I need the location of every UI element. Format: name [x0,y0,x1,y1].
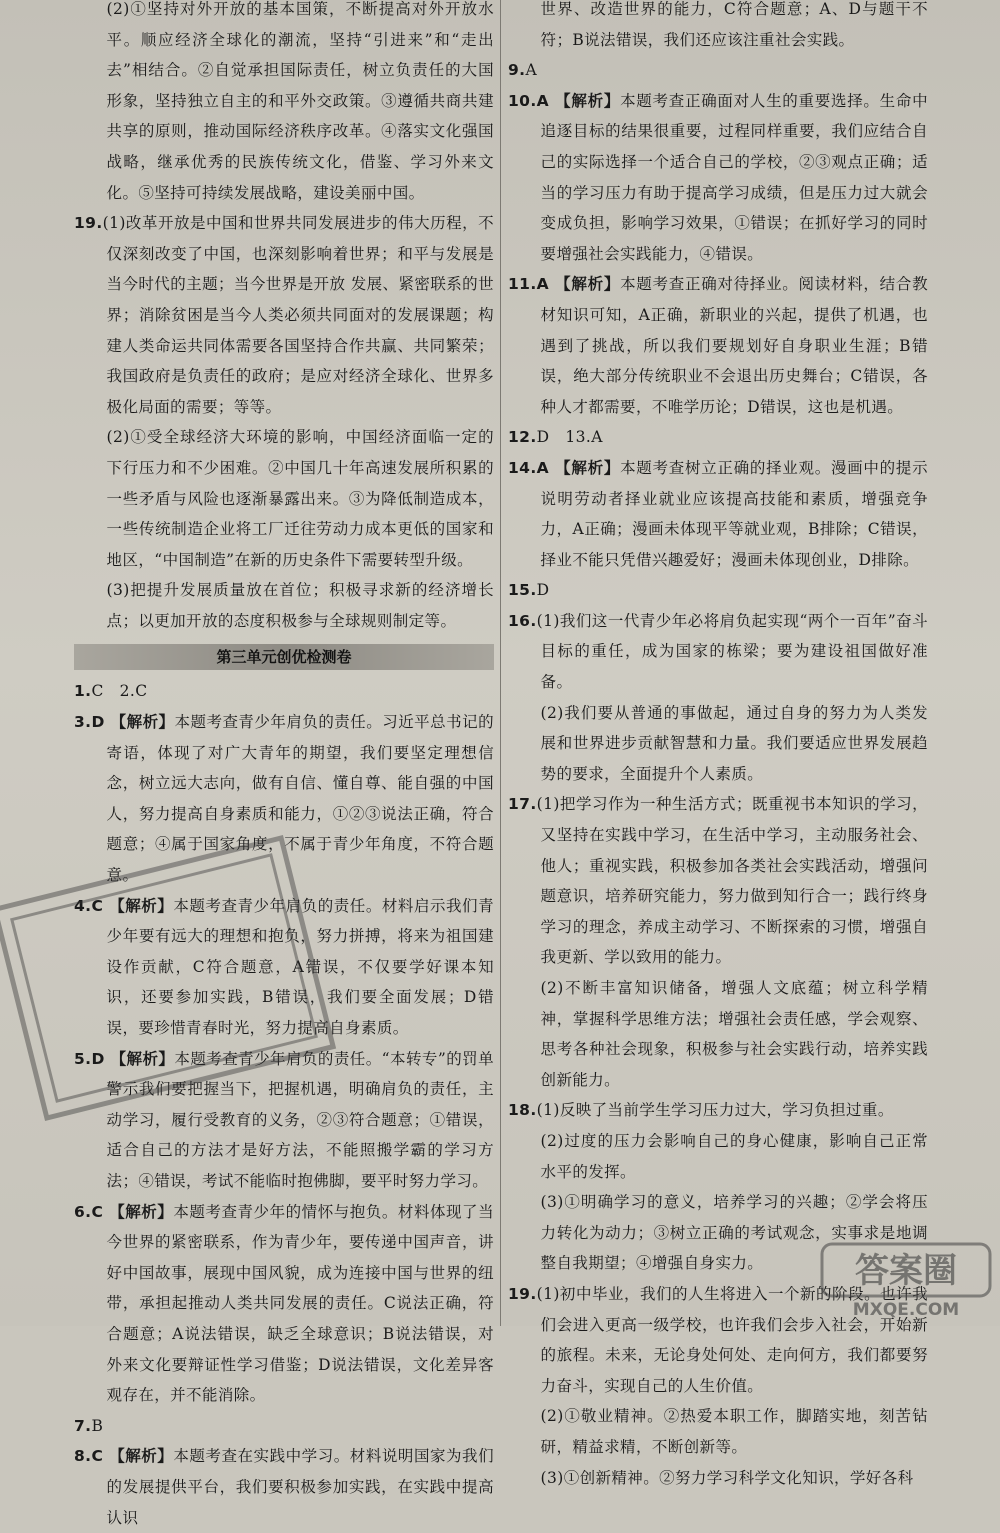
answer-item [74,1197,494,1411]
answer-item [508,422,928,453]
question-number: 5. [74,1049,92,1068]
watermark-subtext: MXQE.COM [852,1300,960,1320]
answer-text: 本题考查在实践中学习。材料说明国家为我们的发展提供平台，我们要积极参加实践，在实践中提高认识 [106,1447,494,1527]
answer-tag: A 【解析】 [536,458,621,477]
question-number: 8. [74,1447,92,1466]
question-number: 11. [508,275,537,294]
question-number: 19. [74,214,103,233]
answer-item [508,1095,928,1126]
left-column [74,0,494,1533]
answer-text: 本题考查青少年肩负的责任。材料启示我们青少年要有远大的理想和抱负，努力拼搏，将来为祖国建设作贡献，C符合题意，A错误，不仅要学好课本知识，还要参加实践，B错误，我们要全面发展；D错误，要珍惜青春时光，努力提高自身素质。 [106,896,494,1037]
answer-text: (2)①敬业精神。②热爱本职工作，脚踏实地，刻苦钻研，精益求精，不断创新等。 [540,1407,928,1456]
answer-item [508,55,928,86]
answer-text: (1)改革开放是中国和世界共同发展进步的伟大历程，不仅深刻改变了中国，也深刻影响着世界；和平与发展是当今时代的主题；当今世界是开放 发展、紧密联系的世界；消除贫困是当今人类必须共同面对的发展课题；构建人类命运共同体需要各国坚持合作共赢、共同繁荣；我国政府是负责任的政府；是应对经济全球化、世界多极化局面的需要；等等。 [102,214,494,416]
answer-item [508,269,928,422]
answer-text: 本题考查正确面对人生的重要选择。生命中追逐目标的结果很重要，过程同样重要，我们应结合自己的实际选择一个适合自己的学校，②③观点正确；适当的学习压力有助于提高学习成绩，但是压力过大就会变成负担，影响学习效果，①错误；在抓好学习的同时要增强社会实践能力，④错误。 [540,91,928,263]
answer-item [74,1411,494,1442]
answer-text: 本题考查青少年肩负的责任。“本转专”的罚单警示我们要把握当下，把握机遇，明确肩负的责任，主动学习，履行受教育的义务，②③符合题意；①错误，适合自己的方法才是好方法，不能照搬学霸的学习方法；④错误，考试不能临时抱佛脚，要平时努力学习。 [106,1049,494,1190]
question-number: 6. [74,1202,92,1221]
answer-item [508,1279,928,1401]
answer-item [508,1126,928,1187]
answer-item [74,208,494,422]
answer-text: 本题考查青少年的情怀与抱负。材料体现了当今世界的紧密联系，作为青少年，要传递中国声音，讲好中国故事，展现中国风貌，成为连接中国与世界的纽带，承担起推动人类共同发展的责任。C说法正确，符合题意；A说法错误，缺乏全球意识；B说法错误，对外来文化要辩证性学习借鉴；D说法错误，文化差异客观存在，并不能消除。 [106,1202,494,1405]
question-number: 16. [508,611,537,630]
answer-text: (2)我们要从普通的事做起，通过自身的努力为人类发展和世界进步贡献智慧和力量。我们要适应世界发展趋势的要求，全面提升个人素质。 [540,703,928,783]
answer-text: D 13.A [536,428,603,447]
question-number: 10. [508,91,537,110]
answer-item [74,676,494,707]
question-number: 14. [508,458,537,477]
answer-tag: C 【解析】 [91,1202,174,1221]
question-number: 7. [74,1416,92,1435]
answer-item [74,1441,494,1533]
answer-item [508,698,928,790]
answer-text: (2)①坚持对外开放的基本国策，不断提高对外开放水平。顺应经济全球化的潮流，坚持“引进来”和“走出去”相结合。②自觉承担国际责任，树立负责任的大国形象，坚持独立自主的和平外交政策。③遵循共商共建共享的原则，推动国际经济秩序改革。④落实文化强国战略，继承优秀的民族传统文化，借鉴、学习外来文化。⑤坚持可持续发展战略，建设美丽中国。 [106,0,494,202]
answer-tag: C 【解析】 [91,896,174,915]
question-number: 4. [74,896,92,915]
answer-item [508,1187,928,1279]
answer-item [508,0,928,55]
answer-text: (3)①创新精神。②努力学习科学文化知识，学好各科 [540,1468,914,1487]
answer-tag: A 【解析】 [536,275,621,294]
answer-tag: D 【解析】 [91,1049,175,1068]
answer-item [508,606,928,698]
answer-text: D [536,581,550,600]
question-number: 12. [508,428,537,447]
answer-text: A [525,61,538,80]
right-column [508,0,928,1493]
question-number: 9. [508,61,526,80]
answer-item [74,1044,494,1197]
answer-item [74,891,494,1044]
answer-text: B [91,1416,104,1435]
question-number: 18. [508,1101,537,1120]
question-number: 17. [508,795,537,814]
answer-item [74,0,494,208]
watermark-text: 答案圈 [855,1251,957,1291]
answer-text: C 2.C [91,682,148,701]
answer-item [508,789,928,973]
answer-item [508,453,928,575]
answer-text: (1)反映了当前学生学习压力过大，学习负担过重。 [536,1101,894,1120]
answer-item [508,1463,928,1494]
answer-tag: C 【解析】 [91,1447,174,1466]
answer-text: 世界、改造世界的能力，C符合题意；A、D与题干不符；B说法错误，我们还应该注重社会实践。 [540,0,928,49]
answer-text: (3)把提升发展质量放在首位；积极寻求新的经济增长点；以更加开放的态度积极参与全球规则制定等。 [106,581,494,630]
answer-text: 本题考查青少年肩负的责任。习近平总书记的寄语，体现了对广大青年的期望，我们要坚定理想信念，树立远大志向，做有自信、懂自尊、能自强的中国人，努力提高自身素质和能力，①②③说法正确，符合题意；④属于国家角度，不属于青少年角度，不符合题意。 [106,713,494,885]
column-divider [500,0,501,1326]
answer-item [508,575,928,606]
answer-tag: A 【解析】 [536,91,621,110]
section-title: 第三单元创优检测卷 [74,644,494,670]
answer-item [74,707,494,891]
question-number: 19. [508,1284,537,1303]
answer-text: (1)初中毕业，我们的人生将进入一个新的阶段。也许我们会进入更高一级学校，也许我们会步入社会，开始新的旅程。未来，无论身处何处、走向何方，我们都要努力奋斗，实现自己的人生价值。 [536,1284,928,1395]
question-number: 3. [74,713,92,732]
answer-text: (2)不断丰富知识储备，增强人文底蕴；树立科学精神，掌握科学思维方法；增强社会责任感，学会观察、思考各种社会现象，积极参与社会实践行动，培养实践创新能力。 [540,979,928,1089]
answer-item [508,973,928,1095]
answer-item [74,575,494,636]
question-number: 1. [74,682,92,701]
answer-item [508,1401,928,1462]
answer-text: (2)过度的压力会影响自己的身心健康，影响自己正常水平的发挥。 [540,1131,928,1181]
answer-tag: D 【解析】 [91,713,175,732]
answer-item [508,86,928,270]
question-number: 15. [508,581,537,600]
answer-item [74,422,494,575]
answer-text: (1)我们这一代青少年必将肩负起实现“两个一百年”奋斗目标的重任，成为国家的栋梁；要为建设祖国做好准备。 [536,611,928,692]
answer-text: 本题考查正确对待择业。阅读材料，结合教材知识可知，A正确，新职业的兴起，提供了机遇，也遇到了挑战，所以我们要规划好自身职业生涯；B错误，绝大部分传统职业不会退出历史舞台；C错误，各种人才都需要，不唯学历论；D错误，这也是机遇。 [540,275,928,416]
answer-text: (3)①明确学习的意义，培养学习的兴趣；②学会将压力转化为动力；③树立正确的考试观念，实事求是地调整自我期望；④增强自身实力。 [540,1193,928,1273]
answer-text: (2)①受全球经济大环境的影响，中国经济面临一定的下行压力和不少困难。②中国几十年高速发展所积累的一些矛盾与风险也逐渐暴露出来。③为降低制造成本，一些传统制造企业将工厂迁往劳动力成本更低的国家和地区，“中国制造”在新的历史条件下需要转型升级。 [106,428,494,569]
answer-text: (1)把学习作为一种生活方式；既重视书本知识的学习，又坚持在实践中学习，在生活中学习，主动服务社会、他人；重视实践，积极参加各类社会实践活动，增强问题意识，培养研究能力，努力做到知行合一；践行终身学习的理念，养成主动学习、不断探索的习惯，增强自我更新、学以致用的能力。 [536,795,928,967]
answer-text: 本题考查树立正确的择业观。漫画中的提示说明劳动者择业就业应该提高技能和素质，增强竞争力，A正确；漫画未体现平等就业观，B排除；C错误，择业不能只凭借兴趣爱好；漫画未体现创业，D排除。 [540,458,928,569]
